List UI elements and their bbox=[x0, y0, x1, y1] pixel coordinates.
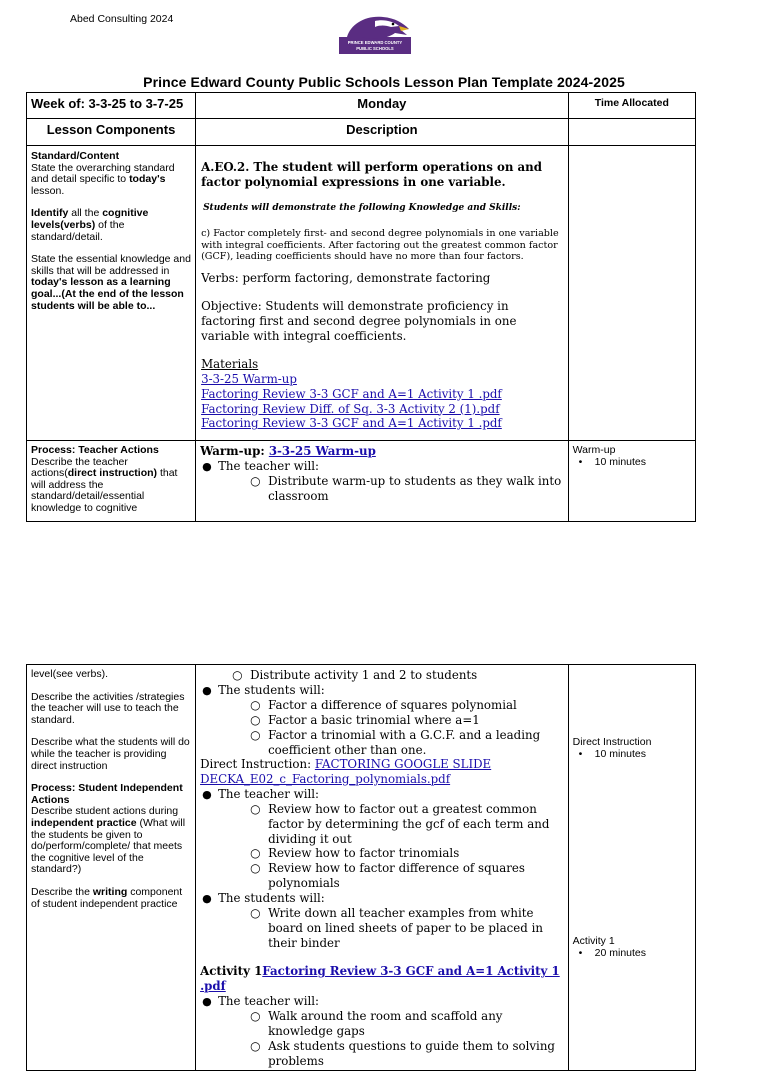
teacher-actions-instructions: Process: Teacher Actions Describe the teacher actions(direct instruction) that will address the standard/detail/essential knowledge to cognitive bbox=[27, 441, 196, 522]
material-link-activity1[interactable]: Factoring Review 3-3 GCF and A=1 Activity 1 .pdf bbox=[201, 386, 502, 401]
lesson-components-header: Lesson Components bbox=[27, 119, 196, 146]
standard-content-instructions: Standard/Content State the overarching standard and detail specific to today's lesson. Identify all the cognitive levels(verbs) of the standard/detail. State the essential knowledge and skills that will be addressed in today's lesson as a learning goal...(At the end of the lesson students will be able to... bbox=[27, 146, 196, 441]
list-item: ● The teacher will: ○ Walk around the room and scaffold any knowledge gaps ○ Ask students questions to guide them to solving problems bbox=[218, 994, 564, 1069]
instruction-times: Direct Instruction • 10 minutes Activity 1 • 20 minutes bbox=[568, 665, 695, 1071]
company-name: Abed Consulting 2024 bbox=[70, 13, 174, 25]
warmup-time: Warm-up • 10 minutes bbox=[568, 441, 695, 522]
warmup-link[interactable]: 3-3-25 Warm-up bbox=[268, 444, 376, 458]
standard-description bbox=[196, 146, 569, 441]
instruction-description: ○ Distribute activity 1 and 2 to students ● The students will: ○ Factor a difference of squares polynomial ○ Factor a basic trinomial where a=1 ○ Factor a trinomial with a G.C.F. and a leading coefficient other than one. Direct Instruction: FACTORING GOOGLE SLIDE DECKA_E02_c_Factoring_polynomials.pdf ● The teacher will: ○ Review how to factor out a greatest common factor by determining the gcf of each term and dividing it out ○ Review how to factor trinomials ○ Review how to factor difference of squares polynomials ● The students will: ○ Write down all teacher examples from white board on lined sheets of paper to be placed in their binder Activity 1Factoring Review 3-3 GCF and A=1 Activity 1 .pdf ● The teacher will: ○ Walk around the room and scaffold any knowledge gaps ○ Ask students questions to guide them to solving problems bbox=[196, 665, 569, 1071]
list-item: ○ Factor a trinomial with a G.C.F. and a leading coefficient other than one. bbox=[268, 728, 564, 757]
knowledge-skills-heading: Students will demonstrate the following Knowledge and Skills: bbox=[203, 203, 521, 214]
list-item: ○ Review how to factor difference of squares polynomials bbox=[268, 861, 564, 890]
list-item: ● The students will: ○ Write down all teacher examples from white board on lined sheets of paper to be placed in their binder bbox=[218, 891, 564, 951]
standard-title: Standard/Content bbox=[31, 150, 120, 162]
verbs: Verbs: perform factoring, demonstrate factoring bbox=[201, 270, 491, 285]
time-allocated-header: Time Allocated bbox=[568, 93, 695, 119]
list-item: ○ Review how to factor out a greatest common factor by determining the gcf of each term and dividing it out bbox=[268, 802, 564, 846]
material-link-activity1-dup[interactable]: Factoring Review 3-3 GCF and A=1 Activity 1 .pdf bbox=[201, 416, 502, 431]
svg-text:PRINCE EDWARD COUNTY: PRINCE EDWARD COUNTY bbox=[347, 40, 403, 45]
page-title: Prince Edward County Public Schools Lesson Plan Template 2024-2025 bbox=[143, 74, 625, 90]
materials-label: Materials bbox=[201, 357, 259, 372]
empty-time-standard bbox=[568, 146, 695, 441]
material-link-warmup[interactable]: 3-3-25 Warm-up bbox=[201, 372, 297, 387]
list-item: ○ Ask students questions to guide them to solving problems bbox=[268, 1039, 564, 1068]
lesson-plan-table-1 bbox=[26, 92, 696, 522]
warmup-description: Warm-up: 3-3-25 Warm-up ● The teacher will: ○ Distribute warm-up to students as they walk into classroom bbox=[196, 441, 569, 522]
direct-instruction-link[interactable]: FACTORING GOOGLE SLIDE DECKA_E02_c_Factoring_polynomials.pdf bbox=[200, 757, 492, 786]
student-actions-instructions: level(see verbs). Describe the activities /strategies the teacher will use to teach the standard. Describe what the students will do while the teacher is providing direct instruction Process: Student Independent Actions Describe student actions during independent practice (What will the students be given to do/perform/complete/ that meets the cognitive level of the standard?) Describe the writing component of student independent practice bbox=[27, 665, 196, 1071]
knowledge-skills-c: c) Factor completely first- and second degree polynomials in one variable with integral coefficients. After factoring out the greatest common factor (GCF), leading coefficients should have no more than four factors. bbox=[201, 228, 559, 263]
list-item: ○ Distribute activity 1 and 2 to students bbox=[250, 668, 564, 683]
list-item: ○ Factor a difference of squares polynomial bbox=[268, 698, 564, 713]
description-header: Description bbox=[196, 119, 569, 146]
list-item: ○ Walk around the room and scaffold any knowledge gaps bbox=[268, 1009, 564, 1038]
activity1-link[interactable]: Factoring Review 3-3 GCF and A=1 Activity 1 .pdf bbox=[200, 964, 560, 994]
week-of: Week of: 3-3-25 to 3-7-25 bbox=[27, 93, 196, 119]
empty-time-header bbox=[568, 119, 695, 146]
standard-heading: A.EO.2. The student will perform operations on and factor polynomial expressions in one variable. bbox=[201, 160, 543, 189]
list-item: ● The students will: ○ Factor a difference of squares polynomial ○ Factor a basic trinomial where a=1 ○ Factor a trinomial with a G.C.F. and a leading coefficient other than one. bbox=[218, 683, 564, 758]
list-item: ● The teacher will: ○ Distribute warm-up to students as they walk into classroom bbox=[218, 459, 564, 504]
day-label: Monday bbox=[196, 93, 569, 119]
material-link-activity2[interactable]: Factoring Review Diff. of Sq. 3-3 Activity 2 (1).pdf bbox=[201, 401, 500, 416]
list-item: ● The teacher will: ○ Review how to factor out a greatest common factor by determining the gcf of each term and dividing it out ○ Review how to factor trinomials ○ Review how to factor difference of squares polynomials bbox=[218, 787, 564, 891]
school-logo bbox=[337, 13, 413, 55]
lesson-plan-table-2 bbox=[26, 664, 696, 1071]
list-item: ○ Factor a basic trinomial where a=1 bbox=[268, 713, 564, 728]
list-item: ○ Review how to factor trinomials bbox=[268, 846, 564, 861]
svg-text:PUBLIC SCHOOLS: PUBLIC SCHOOLS bbox=[356, 46, 394, 51]
list-item: ○ Write down all teacher examples from white board on lined sheets of paper to be placed in their binder bbox=[268, 906, 564, 950]
objective: Objective: Students will demonstrate proficiency in factoring first and second degree polynomials in one variable with integral coefficients. bbox=[201, 299, 517, 343]
list-item: ○ Distribute warm-up to students as they walk into classroom bbox=[268, 474, 564, 503]
